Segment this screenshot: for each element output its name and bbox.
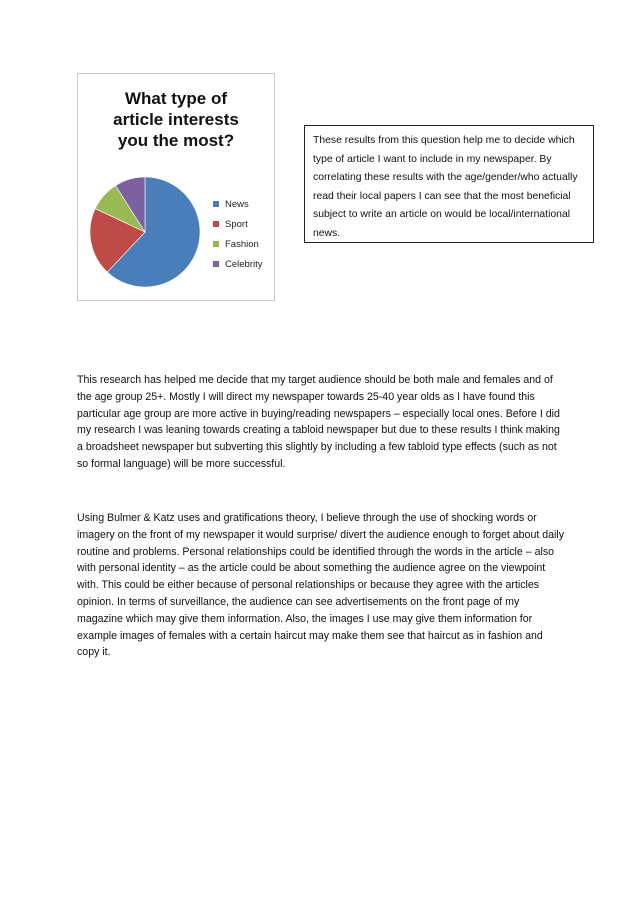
results-note-text: These results from this question help me to decide which type of article I want to include in my newspaper. By correlating these results with the age/gender/who actually read their local papers I can see that the most beneficial subject to write an article on would be local/international news. <box>313 135 578 239</box>
legend-swatch <box>213 241 219 247</box>
legend-item-fashion <box>213 234 263 254</box>
chart-title-line: What type of <box>125 89 227 108</box>
legend-label: Sport <box>225 218 248 230</box>
chart-legend <box>213 194 263 274</box>
legend-item-sport <box>213 214 263 234</box>
legend-item-celebrity <box>213 254 263 274</box>
chart-title-line: article interests <box>113 110 239 129</box>
legend-swatch <box>213 261 219 267</box>
uses-gratifications-paragraph: Using Bulmer & Katz uses and gratifications theory, I believe through the use of shocking words or imagery on the front of my newspaper it would surprise/ divert the audience enough to forget about daily routine and problems. Personal relationships could be identified through the words in the article – also with personal identity – as the article could be about something the audience agree on the viewpoint with. This could be either because of personal relationships or because they agree with the articles opinion. In terms of surveillance, the audience can see advertisements on the front page of my magazine which may give them information. Also, the images I use may give them information for example images of females with a certain haircut may make them see that haircut as in fashion and copy it. <box>77 512 565 659</box>
legend-label: Fashion <box>225 238 259 250</box>
legend-item-news <box>213 194 263 214</box>
chart-title-line: you the most? <box>117 131 235 150</box>
legend-label: News <box>225 198 249 210</box>
target-audience-paragraph: This research has helped me decide that my target audience should be both male and females and of the age group 25+. Mostly I will direct my newspaper towards 25-40 year olds as I have found this particular age group are more active in buying/reading newspapers – especially local ones. Before I did my research I was leaning towards creating a tabloid newspaper but due to these results I think making a broadsheet newspaper but subverting this slightly by including a few tabloid type effects (such as not so formal language) will be more successful. <box>77 374 560 470</box>
results-note-box <box>304 125 594 243</box>
pie-chart <box>77 73 275 301</box>
legend-label: Celebrity <box>225 258 263 270</box>
legend-swatch <box>213 201 219 207</box>
legend-swatch <box>213 221 219 227</box>
